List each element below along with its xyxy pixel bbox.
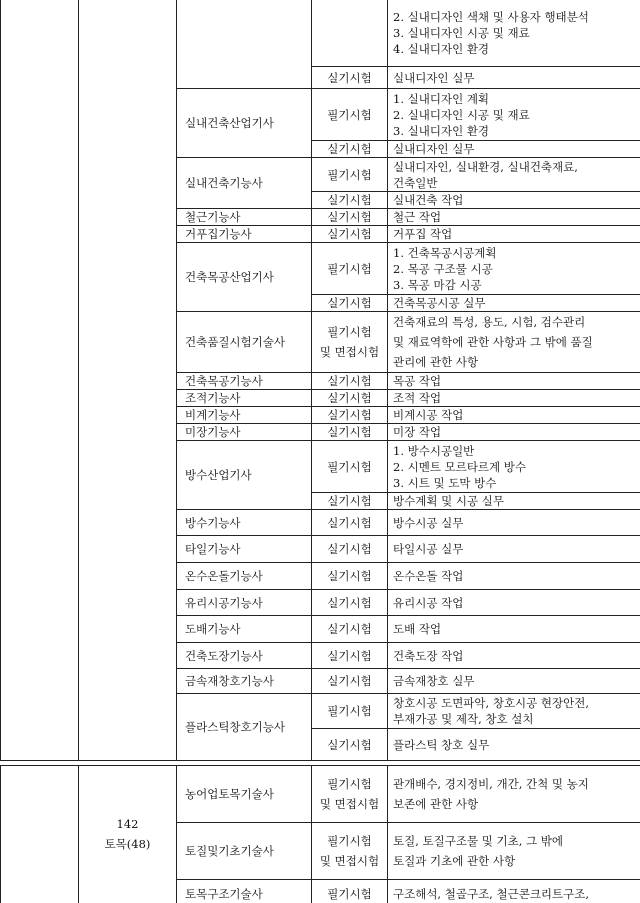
subject-line: 온수온돌 작업 (393, 569, 464, 583)
exam-type-cell: 실기시험 (312, 536, 388, 563)
qualification-cell: 실내건축산업기사 (177, 89, 312, 158)
subject-line: 3. 실내디자인 시공 및 재료 (393, 26, 530, 40)
subject-cell (388, 89, 640, 141)
exam-type-cell: 실기시험 (312, 669, 388, 694)
subject-cell (388, 563, 640, 590)
subject-line: 실내디자인 실무 (393, 70, 475, 85)
subject-cell (388, 643, 640, 669)
exam-type-cell: 실기시험 (312, 510, 388, 536)
qualification-cell: 조적기능사 (177, 390, 312, 407)
exam-type-cell: 실기시험 (312, 67, 388, 89)
qualification-cell: 철근기능사 (177, 209, 312, 226)
blank-category-column (79, 0, 177, 761)
subject-line: 건축재료의 특성, 용도, 시험, 검수관리 (393, 315, 586, 329)
exam-type-cell (312, 312, 388, 373)
subject-cell (388, 493, 640, 510)
subject-line: 실내디자인, 실내환경, 실내건축재료, (393, 159, 578, 174)
qualification-cell: 건축목공산업기사 (177, 243, 312, 312)
subject-line: 3. 실내디자인 환경 (393, 123, 490, 138)
subject-line: 건축도장 작업 (393, 648, 464, 663)
subject-line: 조적 작업 (393, 391, 442, 405)
qualification-cell: 건축도장기능사 (177, 643, 312, 669)
subject-line: 토질과 기초에 관한 사항 (393, 854, 516, 868)
exam-type-cell: 실기시험 (312, 373, 388, 390)
exam-type-line: 필기시험 (327, 325, 372, 339)
exam-type-cell: 필기시험 (312, 694, 388, 729)
exam-type-line: 및 면접시험 (319, 345, 380, 359)
exam-type-cell: 실기시험 (312, 192, 388, 209)
subject-line: 및 재료역학에 관한 사항과 그 밖에 품질 (393, 335, 593, 349)
civil-engineering-table (0, 765, 640, 903)
subject-line: 비계시공 작업 (393, 408, 464, 422)
subject-line: 2. 시멘트 모르타르계 방수 (393, 459, 527, 474)
subject-cell (388, 729, 640, 761)
exam-type-cell: 필기시험 (312, 441, 388, 493)
subject-line: 2. 실내디자인 색채 및 사용자 행태분석 (393, 10, 589, 24)
subject-line: 거푸집 작업 (393, 227, 453, 241)
qualification-cell: 실내건축기능사 (177, 158, 312, 209)
exam-type-cell: 실기시험 (312, 295, 388, 312)
subject-line: 금속재창호 실무 (393, 674, 475, 688)
exam-type-cell: 실기시험 (312, 407, 388, 424)
subject-line: 건축목공시공 실무 (393, 296, 486, 310)
qualification-cell: 토목구조기술사 (177, 880, 312, 903)
subject-cell (388, 312, 640, 373)
qualification-cell: 비계기능사 (177, 407, 312, 424)
subject-line: 2. 실내디자인 시공 및 재료 (393, 107, 530, 122)
exam-type-cell: 실기시험 (312, 643, 388, 669)
subject-cell (388, 158, 640, 192)
subject-cell (388, 141, 640, 158)
subject-cell (388, 536, 640, 563)
exam-type-line: 필기시험 (327, 777, 372, 791)
subject-line: 실내건축 작업 (393, 193, 464, 207)
subject-cell (388, 590, 640, 616)
subject-cell (388, 694, 640, 729)
category-cell (79, 766, 177, 903)
qualification-cell: 미장기능사 (177, 424, 312, 441)
subject-cell (388, 424, 640, 441)
exam-type-cell: 실기시험 (312, 590, 388, 616)
exam-type-cell: 필기시험 (312, 89, 388, 141)
qualification-cell: 도배기능사 (177, 616, 312, 643)
exam-type-cell: 실기시험 (312, 616, 388, 643)
exam-type-cell: 실기시험 (312, 141, 388, 158)
exam-type-cell: 실기시험 (312, 729, 388, 761)
subject-line: 건축일반 (393, 175, 438, 190)
exam-type-cell: 실기시험 (312, 209, 388, 226)
subject-line: 구조해석, 철골구조, 철근콘크리트구조, (393, 887, 590, 901)
qualification-cell: 농어업토목기술사 (177, 766, 312, 823)
subject-cell (388, 669, 640, 694)
subject-line: 방수계획 및 시공 실무 (393, 494, 504, 508)
category-number: 142 (116, 817, 139, 831)
exam-type-cell: 실기시험 (312, 226, 388, 243)
subject-line: 보존에 관한 사항 (393, 797, 479, 811)
qualification-cell (177, 0, 312, 89)
subject-line: 1. 방수시공일반 (393, 443, 475, 458)
qualification-cell: 건축목공기능사 (177, 373, 312, 390)
subject-line: 2. 목공 구조물 시공 (393, 261, 493, 276)
subject-line: 타일시공 실무 (393, 542, 464, 556)
exam-type-cell: 필기시험 (312, 880, 388, 903)
subject-cell (388, 880, 640, 903)
exam-type-line: 필기시험 (327, 834, 372, 848)
subject-cell (388, 766, 640, 823)
subject-line: 관개배수, 경지정비, 개간, 간척 및 농지 (393, 777, 589, 791)
qualification-cell: 타일기능사 (177, 536, 312, 563)
subject-line: 부재가공 및 제작, 창호 설치 (393, 712, 534, 726)
exam-type-cell: 필기시험 (312, 158, 388, 192)
qualification-cell: 건축품질시험기술사 (177, 312, 312, 373)
subject-cell (388, 192, 640, 209)
subject-line: 관리에 관한 사항 (393, 355, 479, 369)
subject-line: 1. 건축목공시공계획 (393, 245, 497, 260)
subject-line: 1. 실내디자인 계획 (393, 91, 490, 106)
subject-line: 플라스틱 창호 실무 (393, 737, 490, 752)
exam-type-cell: 실기시험 (312, 493, 388, 510)
exam-type-cell (312, 823, 388, 880)
blank-left-column (1, 766, 79, 903)
subject-cell (388, 616, 640, 643)
subject-line: 유리시공 작업 (393, 595, 464, 610)
subject-line: 실내디자인 실무 (393, 142, 475, 156)
subject-line: 3. 목공 마감 시공 (393, 277, 482, 292)
exam-type-cell: 실기시험 (312, 563, 388, 590)
subject-cell (388, 390, 640, 407)
subject-line: 도배 작업 (393, 622, 442, 636)
exam-type-line: 및 면접시험 (319, 854, 380, 868)
subject-cell (388, 441, 640, 493)
subject-cell (388, 0, 640, 67)
subject-line: 창호시공 도면파악, 창호시공 현장안전, (393, 696, 590, 710)
subject-cell (388, 295, 640, 312)
subject-line: 3. 시트 및 도막 방수 (393, 475, 497, 490)
qualification-cell: 플라스틱창호기능사 (177, 694, 312, 761)
subject-cell (388, 373, 640, 390)
qualification-cell: 거푸집기능사 (177, 226, 312, 243)
subject-line: 철근 작업 (393, 210, 442, 224)
subject-cell (388, 510, 640, 536)
subject-line: 토질, 토질구조물 및 기초, 그 밖에 (393, 834, 564, 848)
blank-left-column (1, 0, 79, 761)
exam-type-line: 및 면접시험 (319, 797, 380, 811)
subject-cell (388, 67, 640, 89)
subject-cell (388, 243, 640, 295)
subject-line: 미장 작업 (393, 425, 442, 439)
subject-cell (388, 407, 640, 424)
subject-cell (388, 209, 640, 226)
qualification-cell: 방수기능사 (177, 510, 312, 536)
qualification-cell: 토질및기초기술사 (177, 823, 312, 880)
exam-type-cell (312, 0, 388, 67)
subject-line: 방수시공 실무 (393, 515, 464, 530)
category-name: 토목(48) (104, 837, 151, 851)
subject-cell (388, 226, 640, 243)
subject-line: 4. 실내디자인 환경 (393, 42, 490, 56)
qualification-cell: 방수산업기사 (177, 441, 312, 510)
subject-line: 목공 작업 (393, 374, 442, 388)
exam-type-cell (312, 766, 388, 823)
qualification-cell: 온수온돌기능사 (177, 563, 312, 590)
exam-type-cell: 실기시험 (312, 390, 388, 407)
qualification-cell: 유리시공기능사 (177, 590, 312, 616)
exam-type-cell: 실기시험 (312, 424, 388, 441)
qualification-cell: 금속재창호기능사 (177, 669, 312, 694)
subject-cell (388, 823, 640, 880)
exam-type-cell: 필기시험 (312, 243, 388, 295)
